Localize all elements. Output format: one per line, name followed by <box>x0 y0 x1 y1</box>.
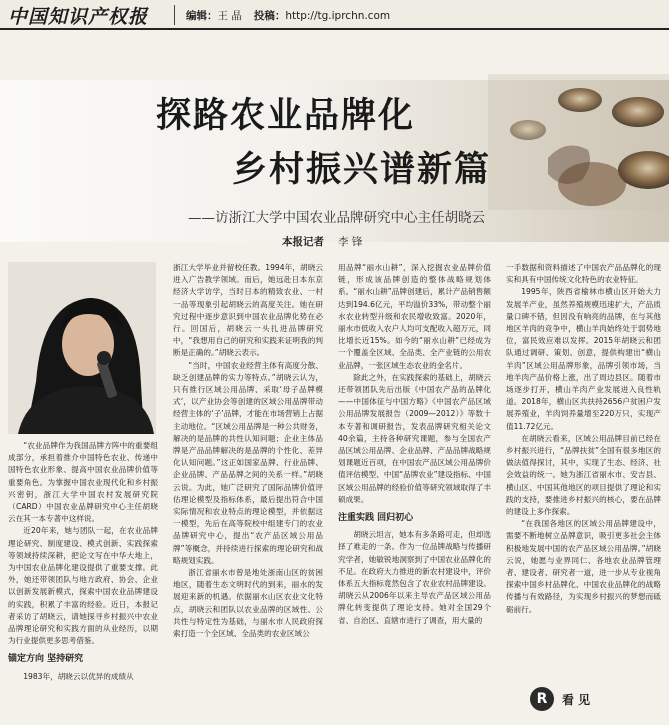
section-footer <box>530 687 590 713</box>
header-divider <box>174 5 175 25</box>
headline-line-2: 乡村振兴谱新篇 <box>232 149 492 190</box>
editor-label: 编辑： <box>186 10 218 22</box>
byline-label: 本报记者 <box>282 236 324 248</box>
paragraph: “当时，中国农业经营主体有高度分散、缺乏创建品牌的实力等特点。”胡晓云认为，只有推行区域公用品牌、采取‘母子品牌模式’，以产业协会等创建的区域公用品牌带动经营主体的‘子’品牌，才能在市场营销上占据主动地位。“区域公用品牌是一种公共财务，解决的是品牌的共性认知问题；企业主体品牌是产品品牌解决的是品牌的个性化、差异化认知问题。”这正如国家品牌、行业品牌、企业品牌、产品品牌之间的关系一样。”胡晓云说。为此，她广泛研究了国际品牌价值评估理论模型及指标体系，最后提出符合中国实际情况和农业特点的理论模型，并依据这一模型，先后在高等院校中组建专门的农业品牌研究中心，提出“农产品区域公用品牌”等概念，并持续进行探索的理论研究和战略规划实践。 <box>173 360 323 565</box>
article-column-3 <box>338 262 491 722</box>
section-logo-icon: R <box>530 687 554 711</box>
interviewee-photo <box>8 262 156 434</box>
editor-name: 王 晶 <box>217 10 242 22</box>
paragraph: 1995年，陕西省榆林市横山区开始大力发展羊产业，虽然养殖规模迅速扩大，产品质量口碑不错，但因没有响亮的品牌，在与其他地区羊肉的竞争中，横山羊肉始终处于弱势地位，富民效应难以发挥。2015年胡晓云和团队通过调研、策划、创意，提供构建出“横山羊肉”区域公用品牌形象，品牌引领市场，当地羊肉产品价格上涨，出了周边县区。随着市场逐步打开，横山羊肉产业发展进入良性轨道。2018年，横山区共扶持2656户贫困户发展养殖业，羊肉饲养量增至220万只，实现产值11.72亿元。 <box>506 287 661 431</box>
paragraph: 胡晓云坦言，她本有多条路可走，但却选择了难走的一条。作为一位品牌战略与传播研究学者，她敏锐地洞察到了中国农业品牌化的不足。在政府大力推进的新农村建设中，评价体系五大指标竟然包含了农业农村品牌建设。胡晓云从2006年以来主导农产品区域公用品牌化转变提供了理论支持。她对全国29个省、自治区、直辖市进行了调查，用大量的 <box>338 530 491 625</box>
paragraph: 一手数据和资料描述了中国农产品品牌化的现实和具有中国传统文化特色的农业特征。 <box>506 263 661 285</box>
section-heading: 锚定方向 坚持研究 <box>8 654 84 665</box>
headline-line-1: 探路农业品牌化 <box>156 95 416 136</box>
paragraph: “在我国各地区的区域公用品牌建设中，需要不断地树立品牌意识，吸引更多社会主体积极地发展中国的农产品区域公用品牌。”胡晓云说，她愿与业界同仁、各地农业品牌管理者、建设者、研究者一道，进一步从专业视角探索中国乡村品牌化、中国农业品牌化的战略传播与有效路径，为实现乡村振兴的梦想而砥砺前行。 <box>506 519 661 614</box>
article-column-4 <box>506 262 661 678</box>
paragraph: 浙江省丽水市曾是地处浙南山区的贫困地区，随着生态文明时代的到来，丽水的发展迎来新的机遇。依据丽水山区农业文化特点，胡晓云和团队以农业品牌的区域性、公共性与特定性为基础，与丽水市人民政府探索打造一个全区域、全品类的农业区域公 <box>173 568 323 639</box>
tea-set-illustration <box>488 74 669 210</box>
paragraph: 近20年来，她与团队一起，在农业品牌理论研究、制度建设、模式创新、实践探索等领域持续深耕，把论文写在中华大地上，为中国农业品牌化建设提供了重要支撑。此外，她还带领团队与地方政府、协会、企业以创新发展新模式，探索中国农业品牌建设的实践，积累了丰富的经验。近日，本报记者采访了胡晓云，请她探寻乡村振兴中农业品牌理论研究和实践方面的从业经历，以期为行业提供更多思考借鉴。 <box>8 526 158 646</box>
paragraph: 在胡晓云看来，区域公用品牌目前已经在乡村振兴进行，“品牌扶贫”全国有很多地区的做法值得探讨，其中，实现了生态、经济、社会效益的统一。她为浙江省丽水市、安吉县、横山区、中国其他地区的项目提供了理论和实践的支持，要推进乡村振兴的核心，要在品牌的建设上多作探索。 <box>506 433 661 517</box>
paragraph: 除此之外，在实践探索的基础上，胡晓云还带领团队先后出版《中国农产品的品牌化——中国体征与中国方略》《中国农产品区域公用品牌发展报告（2009—2012）》等数十本专著和调研报告，发表品牌研究相关论文40余篇，主持各种研究课题，参与全国农产品区域公用品牌、企业品牌、产品品牌战略规划课题近百项，在中国农产品区域公用品牌价值评估模型、中国“品牌农业”建设指标、中国区域公用品牌的经验价值等研究领域取得了丰硕成果。 <box>338 372 491 504</box>
section-label: 看 见 <box>562 692 591 707</box>
paragraph: 浙江大学毕业并留校任教。1994年，胡晓云进入广告教学领域。而后，她远赴日本东京经济大学访学，当时日本的精致农业、一村一品等现象引起胡晓云的高度关注。她在研究过程中逐步意识到中国农业品牌化势在必行。回国后，胡晓云一头扎进品牌研究中，“我想用自己的研究和实践来证明我的判断是正确的。”胡晓云表示。 <box>173 263 323 358</box>
byline-name: 李 锋 <box>338 236 363 248</box>
article-column-1 <box>8 440 158 722</box>
lead-paragraph: “农业品牌作为我国品牌方阵中的重要组成部分，承担着推介中国特色农业、传递中国特色农业形象、提高中国农业品牌价值等重要角色。为掌握中国农业现代化和乡村振兴密钥，浙江大学中国农村发展研究院（CARD）中国农业品牌研究中心主任胡晓云在其一本专著中这样说。 <box>8 441 158 524</box>
submit-label: 投稿： <box>253 10 286 22</box>
header-info <box>186 8 390 23</box>
paragraph: 用品牌“丽水山耕”，深入挖掘农业品牌价值链，形成该品牌创造的整体战略规划体系。“丽水山耕”品牌创建后，累计产品销售额达到194.6亿元，平均溢价33%，带动整个丽水农业转型升级和农民增收致富。2020年，丽水市低收入农户人均可支配收入超万元，同比增长近15%。如今的“丽水山耕”已经成为一个覆盖全区域、全品类、全产业链的公用农业品牌，一张区域生态农业的金名片。 <box>338 263 491 370</box>
section-heading: 注重实践 回归初心 <box>338 513 414 524</box>
byline <box>282 234 362 249</box>
paragraph: 1983年，胡晓云以优异的成绩从 <box>23 671 134 681</box>
brand-name: 中国知识产权报 <box>8 6 149 28</box>
article-column-2 <box>173 262 323 722</box>
masthead <box>0 0 669 30</box>
newspaper-brand <box>8 2 148 29</box>
submit-url: http://tg.iprchn.com <box>285 10 391 22</box>
subheadline: ——访浙江大学中国农业品牌研究中心主任胡晓云 <box>188 210 485 226</box>
